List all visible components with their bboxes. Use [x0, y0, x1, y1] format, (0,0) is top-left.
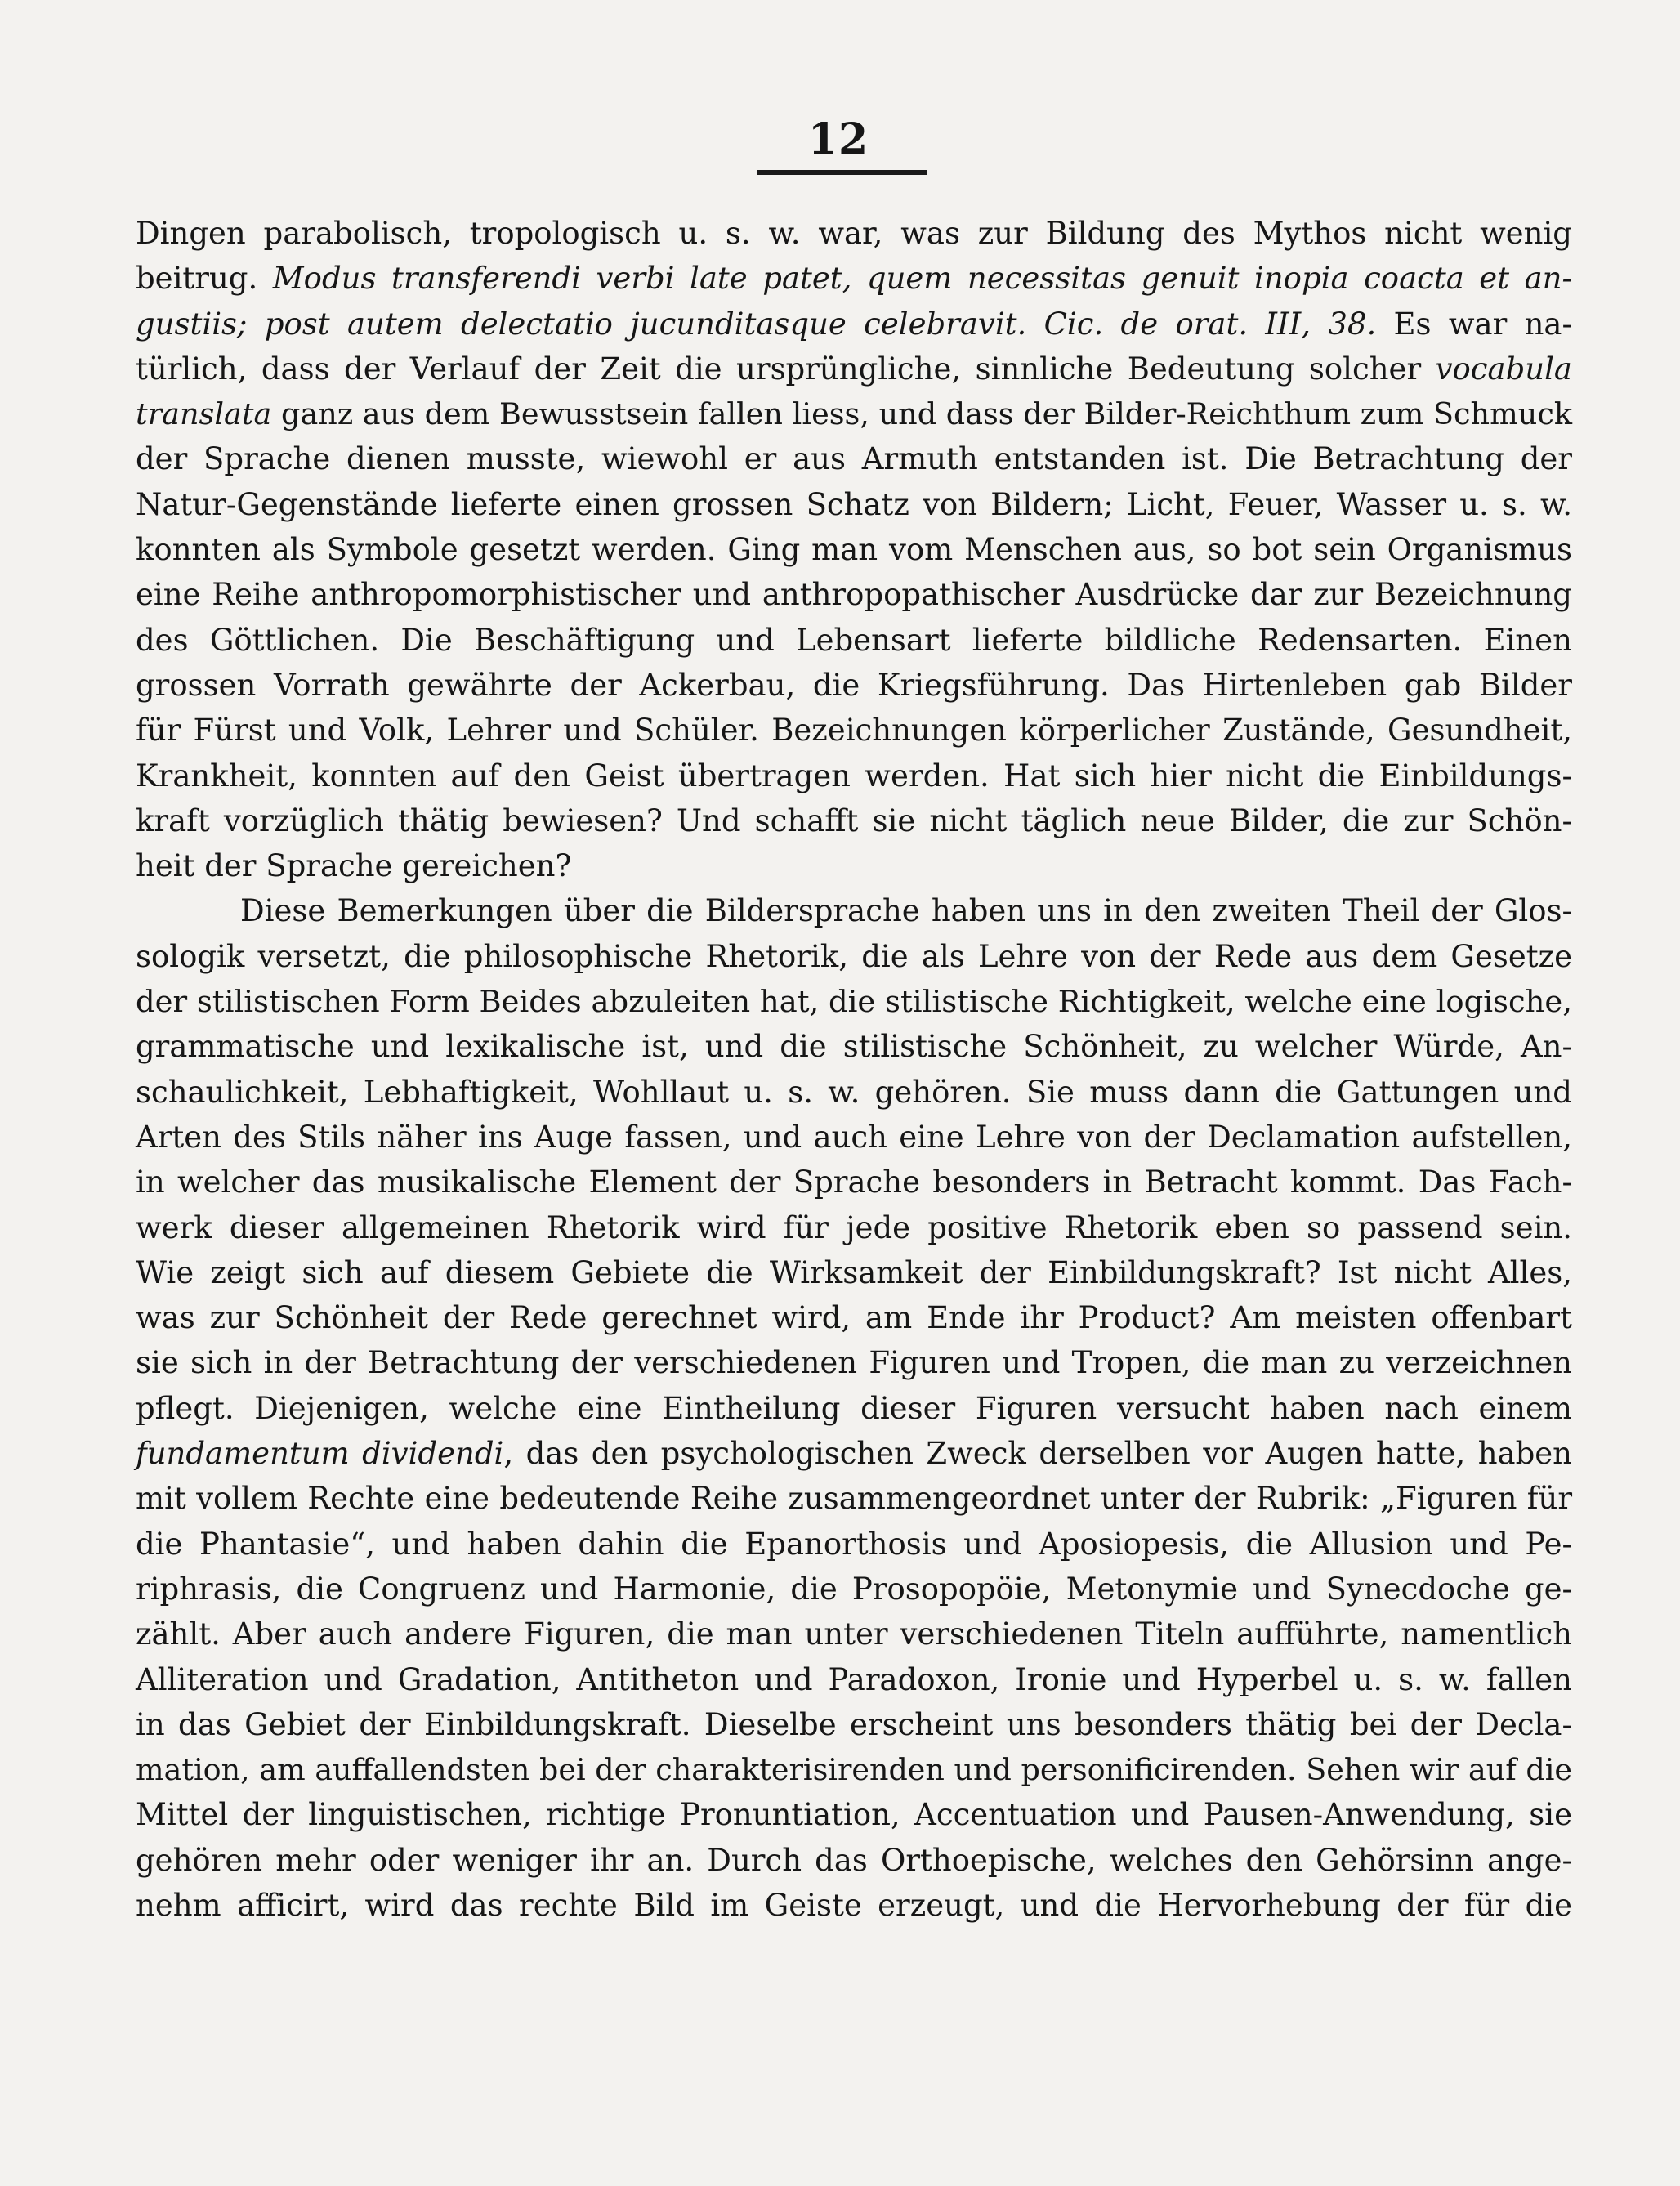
- text-segment: heit der Sprache gereichen?: [136, 848, 572, 884]
- text-segment: sologik versetzt, die philosophische Rhetorik, die als Lehre von der Rede aus dem Gesetze: [136, 938, 1572, 974]
- text-line: [136, 1838, 1572, 1883]
- text-line: [136, 1250, 1572, 1295]
- text-line: [136, 527, 1572, 572]
- text-line: [136, 888, 1572, 933]
- italic-text: gustiis; post autem delectatio jucunditasque celebravit. Cic. de orat. III, 38.: [136, 306, 1377, 342]
- text-line: [136, 436, 1572, 481]
- italic-text: fundamentum dividendi: [136, 1436, 504, 1472]
- text-line: [136, 618, 1572, 663]
- text-segment: gehören mehr oder weniger ihr an. Durch das Orthoepische, welches den Gehörsinn ange-: [136, 1842, 1572, 1878]
- text-segment: riphrasis, die Congruenz und Harmonie, die Prosopopöie, Metonymie und Synecdoche ge-: [136, 1571, 1572, 1607]
- text-segment: pflegt. Diejenigen, welche eine Eintheilung dieser Figuren versucht haben nach einem: [136, 1390, 1572, 1426]
- text-segment: Krankheit, konnten auf den Geist übertragen werden. Hat sich hier nicht die Einbildungs-: [136, 758, 1572, 793]
- text-segment: Wie zeigt sich auf diesem Gebiete die Wirksamkeit der Einbildungskraft? Ist nicht Alles,: [136, 1254, 1572, 1290]
- text-line: [136, 1024, 1572, 1069]
- text-segment: die Phantasie“, und haben dahin die Epanorthosis und Aposiopesis, die Allusion und Pe-: [136, 1526, 1572, 1562]
- text-segment: für Fürst und Volk, Lehrer und Schüler. Bezeichnungen körperlicher Zustände, Gesundheit,: [136, 713, 1572, 749]
- text-segment: türlich, dass der Verlauf der Zeit die ursprüngliche, sinnliche Bedeutung solcher: [136, 351, 1436, 387]
- text-line: [136, 979, 1572, 1024]
- text-segment: zählt. Aber auch andere Figuren, die man unter verschiedenen Titeln aufführte, namentlich: [136, 1616, 1572, 1652]
- text-segment: mation, am auffallendsten bei der charakterisirenden und personificirenden. Sehen wir auf die: [136, 1752, 1572, 1788]
- text-segment: Diese Bemerkungen über die Bildersprache haben uns in den zweiten Theil der Glos-: [240, 893, 1572, 929]
- text-segment: werk dieser allgemeinen Rhetorik wird für jede positive Rhetorik eben so passend sein.: [136, 1209, 1572, 1245]
- italic-text: vocabula: [1435, 351, 1572, 387]
- text-line: [136, 798, 1572, 843]
- italic-text: Modus transferendi verbi late patet, quem necessitas genuit inopia coacta et an-: [272, 261, 1573, 297]
- text-line: [136, 1883, 1572, 1928]
- text-line: [136, 934, 1572, 979]
- text-segment: der Sprache dienen musste, wiewohl er aus Armuth entstanden ist. Die Betrachtung der: [136, 441, 1572, 477]
- text-segment: Alliteration und Gradation, Antitheton und Paradoxon, Ironie und Hyperbel u. s. w. fallen: [136, 1661, 1572, 1697]
- text-line: [136, 482, 1572, 527]
- text-segment: beitrug.: [136, 261, 273, 297]
- text-line: [136, 708, 1572, 753]
- text-segment: Mittel der linguistischen, richtige Pronuntiation, Accentuation und Pausen-Anwendung, sie: [136, 1797, 1572, 1833]
- text-line: [136, 572, 1572, 617]
- text-line: [136, 1522, 1572, 1567]
- header-rule: [757, 170, 927, 175]
- text-line: [136, 1657, 1572, 1702]
- text-segment: Natur-Gegenstände lieferte einen grossen Schatz von Bildern; Licht, Feuer, Wasser u. s. w.: [136, 486, 1572, 522]
- text-segment: der stilistischen Form Beides abzuleiten hat, die stilistische Richtigkeit, welche eine logische,: [136, 984, 1572, 1020]
- text-segment: kraft vorzüglich thätig bewiesen? Und schafft sie nicht täglich neue Bilder, die zur Schön-: [136, 802, 1572, 838]
- text-segment: nehm afficirt, wird das rechte Bild im Geiste erzeugt, und die Hervorhebung der für die: [136, 1887, 1572, 1923]
- text-segment: Arten des Stils näher ins Auge fassen, und auch eine Lehre von der Declamation aufstellen,: [136, 1119, 1572, 1155]
- text-segment: Es war na-: [1376, 306, 1572, 342]
- text-segment: ganz aus dem Bewusstsein fallen liess, und dass der Bilder-Reichthum zum Schmuck: [271, 396, 1572, 432]
- text-line: [136, 256, 1572, 301]
- text-line: [136, 843, 1572, 888]
- text-line: [136, 1295, 1572, 1340]
- body-text: [136, 211, 1572, 1928]
- text-segment: konnten als Symbole gesetzt werden. Ging man vom Menschen aus, so bot sein Organismus: [136, 532, 1572, 568]
- text-line: [136, 1792, 1572, 1837]
- text-line: [136, 211, 1572, 256]
- text-line: [136, 1702, 1572, 1747]
- text-segment: grammatische und lexikalische ist, und die stilistische Schönheit, zu welcher Würde, An-: [136, 1029, 1572, 1065]
- text-line: [136, 1476, 1572, 1521]
- text-segment: in das Gebiet der Einbildungskraft. Dieselbe erscheint uns besonders thätig bei der Decla-: [136, 1706, 1572, 1742]
- text-segment: sie sich in der Betrachtung der verschiedenen Figuren und Tropen, die man zu verzeichnen: [136, 1345, 1572, 1381]
- text-line: [136, 391, 1572, 436]
- text-line: [136, 1340, 1572, 1385]
- text-segment: Dingen parabolisch, tropologisch u. s. w. war, was zur Bildung des Mythos nicht wenig: [136, 216, 1572, 251]
- text-line: [136, 663, 1572, 708]
- text-line: [136, 1070, 1572, 1115]
- text-line: [136, 1160, 1572, 1205]
- text-segment: mit vollem Rechte eine bedeutende Reihe zusammengeordnet unter der Rubrik: „Figuren für: [136, 1481, 1572, 1517]
- text-line: [136, 1747, 1572, 1792]
- text-segment: grossen Vorrath gewährte der Ackerbau, die Kriegsführung. Das Hirtenleben gab Bilder: [136, 667, 1572, 703]
- text-line: [136, 1115, 1572, 1160]
- text-segment: des Göttlichen. Die Beschäftigung und Lebensart lieferte bildliche Redensarten. Einen: [136, 622, 1572, 658]
- text-line: [136, 1386, 1572, 1431]
- text-line: [136, 1567, 1572, 1612]
- text-segment: schaulichkeit, Lebhaftigkeit, Wohllaut u. s. w. gehören. Sie muss dann die Gattungen und: [136, 1074, 1572, 1110]
- text-line: [136, 302, 1572, 346]
- text-segment: in welcher das musikalische Element der Sprache besonders in Betracht kommt. Das Fach-: [136, 1165, 1572, 1200]
- text-segment: eine Reihe anthropomorphistischer und anthropopathischer Ausdrücke dar zur Bezeichnung: [136, 577, 1572, 613]
- text-line: [136, 1612, 1572, 1656]
- page-number: 12: [807, 114, 869, 164]
- italic-text: translata: [136, 396, 272, 432]
- text-segment: , das den psychologischen Zweck derselben vor Augen hatte, haben: [503, 1436, 1573, 1472]
- text-line: [136, 1205, 1572, 1250]
- text-segment: was zur Schönheit der Rede gerechnet wird, am Ende ihr Product? Am meisten offenbart: [136, 1300, 1572, 1336]
- text-line: [136, 753, 1572, 798]
- text-line: [136, 1431, 1572, 1476]
- text-line: [136, 346, 1572, 391]
